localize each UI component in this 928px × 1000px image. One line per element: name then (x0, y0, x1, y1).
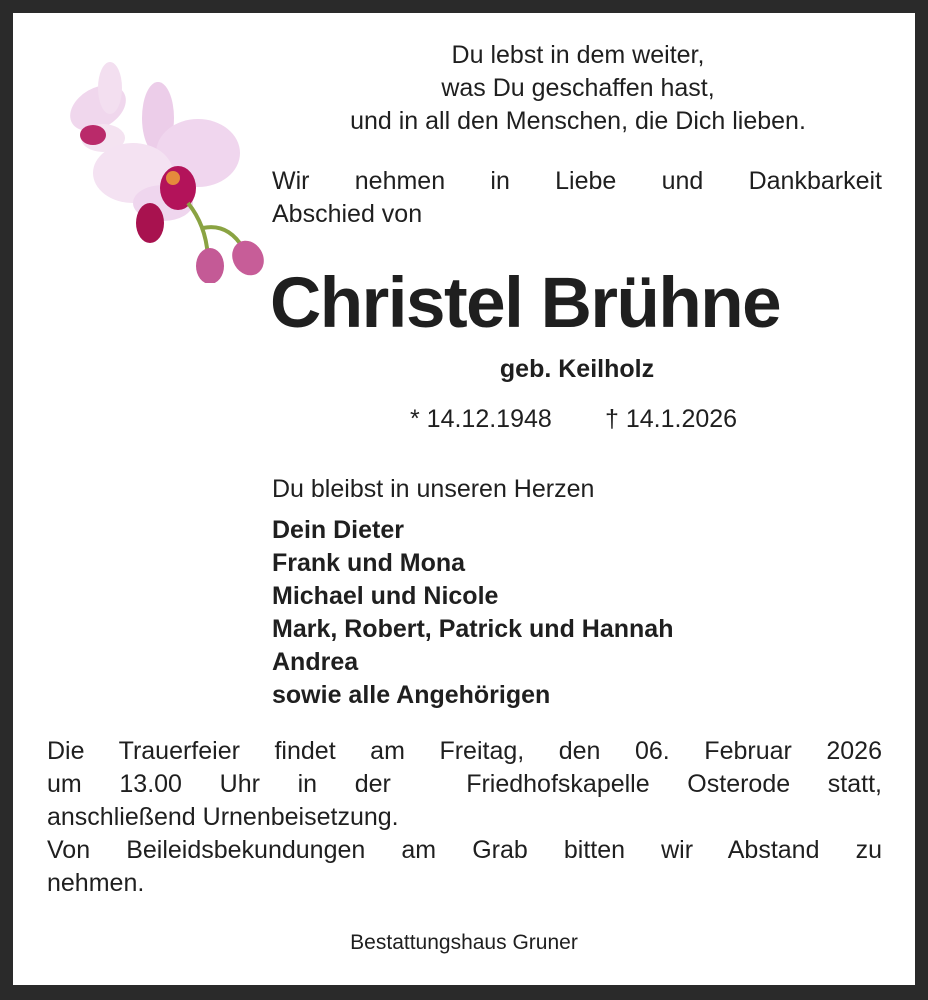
intro-line: Wir nehmen in Liebe und Dankbarkeit (272, 167, 882, 195)
notice-line: anschließend Urnenbeisetzung. (47, 803, 399, 831)
mourners-list (272, 514, 673, 712)
funeral-notice (47, 735, 882, 900)
deceased-name: Christel Brühne (270, 264, 781, 343)
mourner: Dein Dieter (272, 516, 404, 544)
birth-date: * 14.12.1948 (410, 405, 552, 433)
motto-line: und in all den Menschen, die Dich lieben. (350, 107, 806, 135)
maiden-name: geb. Keilholz (499, 355, 655, 383)
motto-line: was Du geschaffen hast, (441, 74, 715, 102)
intro (272, 165, 882, 231)
mourner: Mark, Robert, Patrick und Hannah (272, 615, 674, 643)
mourner: Andrea (272, 648, 359, 676)
closing-line: Du bleibst in unseren Herzen (272, 475, 595, 503)
notice-line: Von Beileidsbekundungen am Grab bitten wir Abstand zu (47, 836, 882, 864)
orchid-image (48, 53, 268, 283)
notice-line: nehmen. (47, 869, 145, 897)
notice-line: um 13.00 Uhr in der Friedhofskapelle Osterode statt, (47, 770, 882, 798)
mourner: sowie alle Angehörigen (272, 681, 551, 709)
notice-line: Die Trauerfeier findet am Freitag, den 06. Februar 2026 (47, 737, 882, 765)
funeral-home: Bestattungshaus Gruner (350, 931, 578, 954)
intro-line: Abschied von (272, 200, 423, 228)
obituary-card (13, 13, 915, 985)
mourner: Michael und Nicole (272, 582, 499, 610)
motto (243, 39, 913, 138)
death-date: † 14.1.2026 (605, 405, 738, 433)
mourner: Frank und Mona (272, 549, 466, 577)
motto-line: Du lebst in dem weiter, (451, 41, 705, 69)
